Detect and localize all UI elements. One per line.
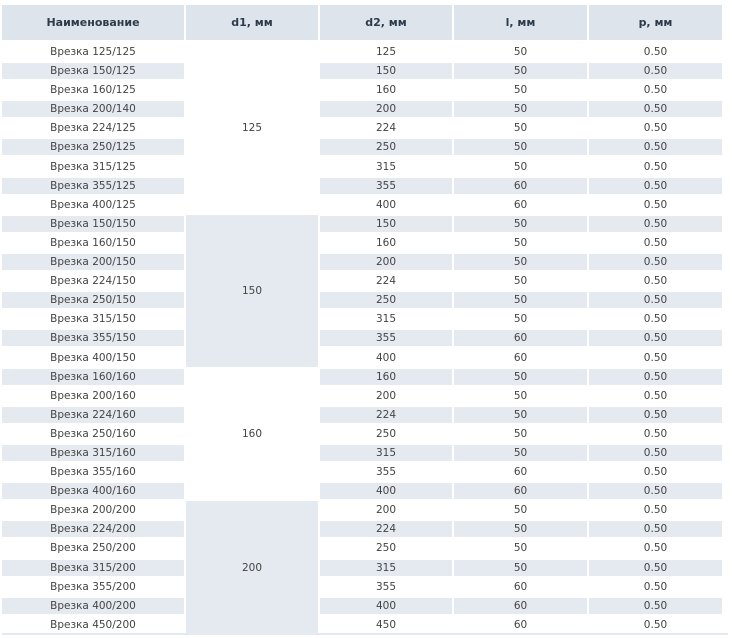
- cell-d2: 150: [320, 216, 452, 232]
- cell-name: Врезка 224/150: [50, 275, 136, 288]
- cell-d2: 160: [320, 369, 452, 385]
- cell-l: 60: [513, 618, 528, 631]
- cell-l: 50: [454, 254, 587, 270]
- cell-l: 50: [454, 216, 587, 232]
- cell-name: Врезка 200/160: [50, 389, 136, 402]
- cell-p: 0.50: [589, 483, 722, 499]
- cell-p: 0.50: [589, 445, 722, 461]
- header-l: l, мм: [454, 5, 587, 40]
- cell-name: Врезка 200/200: [50, 504, 136, 517]
- table-row: [2, 81, 724, 100]
- cell-name: Врезка 224/200: [2, 521, 184, 537]
- cell-name: Врезка 400/160: [2, 483, 184, 499]
- cell-l: 50: [513, 275, 528, 288]
- cell-l: 50: [454, 369, 587, 385]
- cell-name: Врезка 400/125: [50, 198, 136, 211]
- cell-name: Врезка 250/125: [2, 139, 184, 155]
- table-body: [2, 43, 724, 635]
- cell-p: 0.50: [589, 63, 722, 79]
- table-row: [2, 138, 724, 157]
- cell-l: 50: [454, 292, 587, 308]
- table-row: [2, 482, 724, 501]
- cell-name: Врезка 224/125: [50, 122, 136, 135]
- table-row: [2, 463, 724, 482]
- cell-name: Врезка 315/200: [2, 560, 184, 576]
- cell-l: 60: [513, 351, 528, 364]
- cell-l: 60: [513, 580, 528, 593]
- cell-d2: 160: [375, 236, 397, 249]
- table-bottom-border: [2, 633, 728, 635]
- cell-name: Врезка 250/150: [2, 292, 184, 308]
- cell-l: 50: [513, 427, 528, 440]
- table-row: [2, 425, 724, 444]
- cell-d2: 400: [375, 351, 397, 364]
- table-row: [2, 196, 724, 215]
- cell-d2: 250: [320, 292, 452, 308]
- cell-d2: 315: [320, 560, 452, 576]
- cell-l: 50: [454, 407, 587, 423]
- cell-d2: 315: [320, 445, 452, 461]
- cell-d2: 224: [320, 521, 452, 537]
- cell-p: 0.50: [589, 369, 722, 385]
- table-row: [2, 119, 724, 138]
- cell-name: Врезка 200/150: [2, 254, 184, 270]
- cell-p: 0.50: [589, 521, 722, 537]
- cell-d2: 315: [375, 160, 397, 173]
- cell-p: 0.50: [589, 101, 722, 117]
- cell-d2: 224: [320, 407, 452, 423]
- table-row: [2, 310, 724, 329]
- cell-name: Врезка 400/200: [2, 598, 184, 614]
- cell-name: Врезка 450/200: [50, 618, 136, 631]
- d1-group-cell: 125: [241, 122, 263, 135]
- cell-p: 0.50: [589, 598, 722, 614]
- cell-p: 0.50: [643, 160, 668, 173]
- cell-p: 0.50: [643, 351, 668, 364]
- cell-l: 60: [513, 198, 528, 211]
- cell-d2: 250: [375, 427, 397, 440]
- d1-group-cell: 160: [241, 428, 263, 441]
- cell-p: 0.50: [589, 330, 722, 346]
- d1-group-cell: 150: [186, 215, 318, 367]
- cell-p: 0.50: [643, 427, 668, 440]
- table-row: [2, 62, 724, 81]
- table-header: [2, 5, 724, 40]
- table-row: [2, 349, 724, 368]
- header-p: p, мм: [589, 5, 722, 40]
- table-row: [2, 578, 724, 597]
- table-row: [2, 158, 724, 177]
- cell-p: 0.50: [589, 178, 722, 194]
- cell-name: Врезка 315/160: [2, 445, 184, 461]
- cell-l: 50: [454, 101, 587, 117]
- cell-name: Врезка 355/160: [50, 466, 136, 479]
- cell-l: 50: [454, 139, 587, 155]
- table-row: [2, 177, 724, 196]
- cell-l: 50: [454, 521, 587, 537]
- table-row: [2, 272, 724, 291]
- cell-d2: 315: [375, 313, 397, 326]
- cell-p: 0.50: [589, 560, 722, 576]
- cell-name: Врезка 125/125: [50, 46, 136, 58]
- cell-d2: 400: [375, 198, 397, 211]
- cell-d2: 400: [320, 598, 452, 614]
- table-row: [2, 501, 724, 520]
- cell-d2: 250: [375, 542, 397, 555]
- table-row: [2, 520, 724, 539]
- cell-p: 0.50: [643, 618, 668, 631]
- table-row: [2, 329, 724, 348]
- cell-l: 50: [513, 236, 528, 249]
- cell-l: 60: [454, 330, 587, 346]
- table-row: [2, 253, 724, 272]
- cell-l: 60: [454, 178, 587, 194]
- cell-d2: 355: [320, 178, 452, 194]
- cell-p: 0.50: [589, 292, 722, 308]
- cell-name: Врезка 355/125: [2, 178, 184, 194]
- cell-p: 0.50: [643, 84, 668, 97]
- table-row: [2, 597, 724, 616]
- cell-p: 0.50: [643, 504, 668, 517]
- cell-l: 50: [513, 122, 528, 135]
- cell-p: 0.50: [589, 216, 722, 232]
- cell-l: 60: [513, 466, 528, 479]
- table-row: [2, 100, 724, 119]
- cell-l: 50: [513, 160, 528, 173]
- cell-l: 50: [513, 84, 528, 97]
- cell-p: 0.50: [643, 122, 668, 135]
- cell-p: 0.50: [589, 254, 722, 270]
- cell-d2: 355: [320, 330, 452, 346]
- cell-d2: 224: [375, 122, 397, 135]
- cell-d2: 450: [375, 618, 397, 631]
- cell-d2: 200: [375, 389, 397, 402]
- cell-p: 0.50: [643, 466, 668, 479]
- cell-l: 50: [454, 445, 587, 461]
- cell-d2: 250: [320, 139, 452, 155]
- cell-d2: 150: [320, 63, 452, 79]
- header-name: Наименование: [2, 5, 184, 40]
- cell-p: 0.50: [643, 389, 668, 402]
- cell-l: 60: [454, 483, 587, 499]
- table-row: [2, 539, 724, 558]
- cell-name: Врезка 355/200: [50, 580, 136, 593]
- cell-p: 0.50: [643, 275, 668, 288]
- cell-l: 50: [454, 63, 587, 79]
- cell-name: Врезка 150/150: [2, 216, 184, 232]
- cell-d2: 200: [320, 101, 452, 117]
- cell-l: 50: [513, 313, 528, 326]
- table-row: [2, 215, 724, 234]
- cell-d2: 200: [320, 254, 452, 270]
- cell-p: 0.50: [643, 46, 668, 58]
- cell-name: Врезка 250/200: [50, 542, 136, 555]
- cell-name: Врезка 315/150: [50, 313, 136, 326]
- cell-d2: 355: [375, 580, 397, 593]
- cell-p: 0.50: [643, 313, 668, 326]
- cell-d2: 160: [375, 84, 397, 97]
- cell-p: 0.50: [589, 139, 722, 155]
- table-row: [2, 234, 724, 253]
- table-row: [2, 444, 724, 463]
- cell-name: Врезка 160/150: [50, 236, 136, 249]
- cell-name: Врезка 160/125: [50, 84, 136, 97]
- d1-group-cell: 200: [186, 501, 318, 634]
- cell-l: 50: [454, 560, 587, 576]
- table-row: [2, 368, 724, 387]
- table-row: [2, 291, 724, 310]
- cell-name: Врезка 250/160: [50, 427, 136, 440]
- table-row: [2, 387, 724, 406]
- cell-name: Врезка 200/140: [2, 101, 184, 117]
- header-d2: d2, мм: [320, 5, 452, 40]
- table-row: [2, 43, 724, 62]
- cell-p: 0.50: [643, 580, 668, 593]
- cell-d2: 224: [375, 275, 397, 288]
- cell-name: Врезка 400/150: [50, 351, 136, 364]
- cell-p: 0.50: [643, 198, 668, 211]
- cell-p: 0.50: [643, 236, 668, 249]
- cell-l: 60: [454, 598, 587, 614]
- cell-d2: 200: [375, 504, 397, 517]
- cell-name: Врезка 150/125: [2, 63, 184, 79]
- cell-d2: 400: [320, 483, 452, 499]
- cell-p: 0.50: [589, 407, 722, 423]
- cell-name: Врезка 355/150: [2, 330, 184, 346]
- header-d1: d1, мм: [186, 5, 318, 40]
- cell-l: 50: [513, 504, 528, 517]
- cell-p: 0.50: [643, 542, 668, 555]
- cell-name: Врезка 224/160: [2, 407, 184, 423]
- cell-l: 50: [513, 542, 528, 555]
- cell-d2: 125: [375, 46, 397, 58]
- table-row: [2, 559, 724, 578]
- dimensions-table: [2, 5, 724, 635]
- cell-l: 50: [513, 389, 528, 402]
- cell-name: Врезка 160/160: [2, 369, 184, 385]
- cell-name: Врезка 315/125: [50, 160, 136, 173]
- table-row: [2, 406, 724, 425]
- cell-l: 50: [513, 46, 528, 58]
- cell-d2: 355: [375, 466, 397, 479]
